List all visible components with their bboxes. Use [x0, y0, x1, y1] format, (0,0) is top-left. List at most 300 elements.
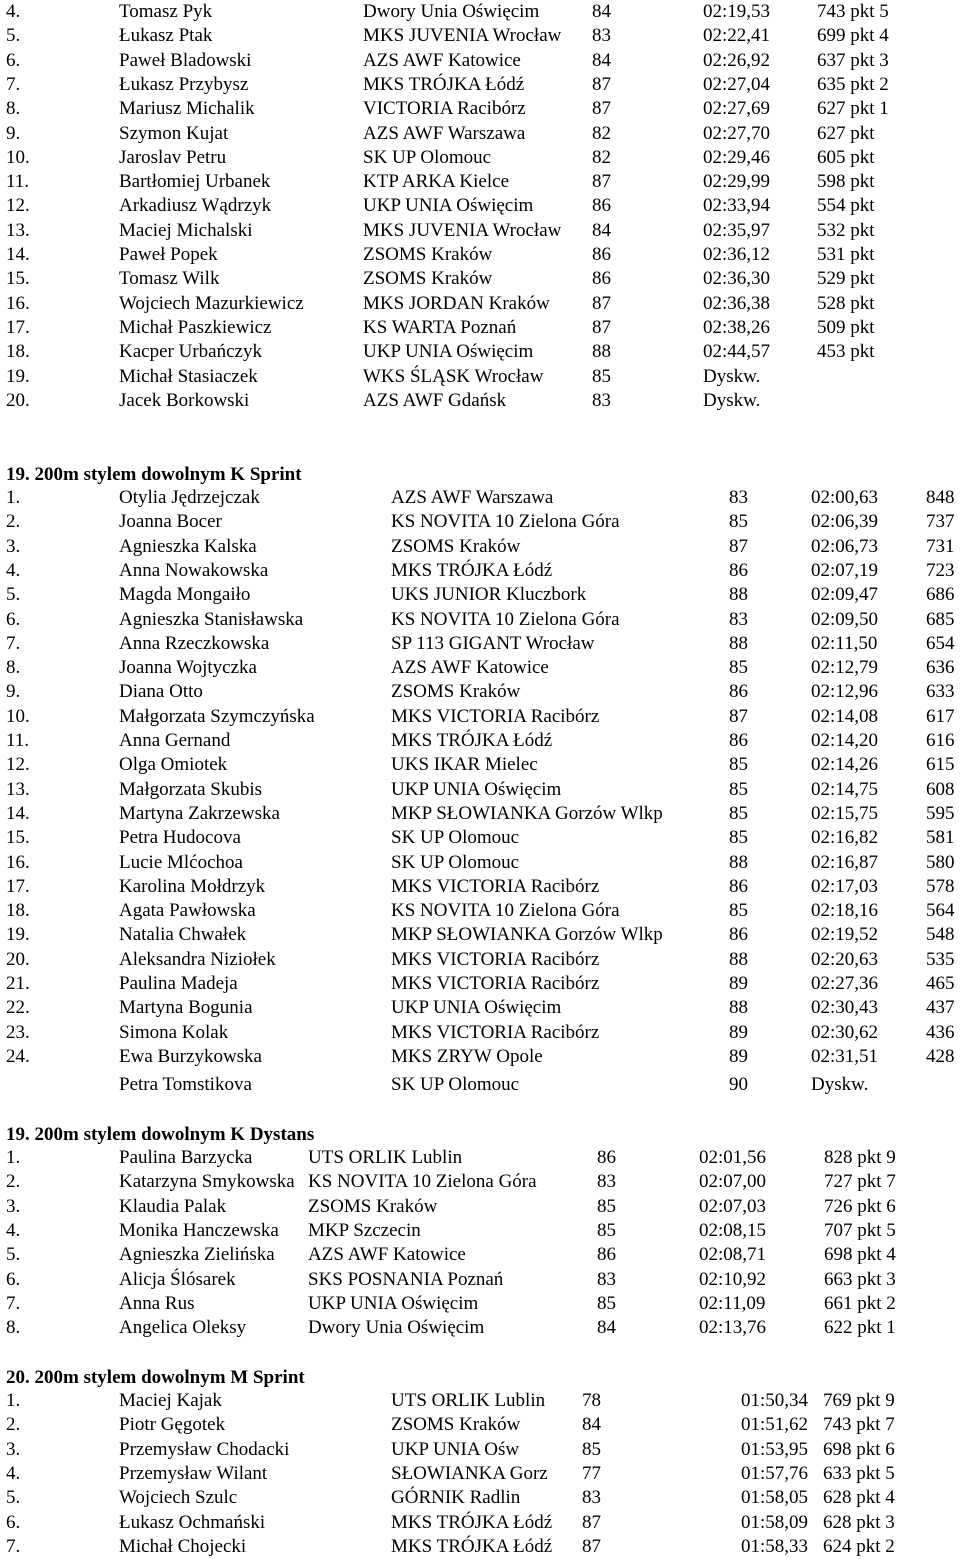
section-title: 19. 200m stylem dowolnym K Dystans: [6, 1124, 315, 1145]
result-time: 02:01,56: [699, 1147, 767, 1168]
result-row: [0, 1389, 960, 1413]
result-row: [0, 559, 960, 583]
result-club: SŁOWIANKA Gorz: [391, 1462, 548, 1484]
result-club: MKS JUVENIA Wrocław: [363, 25, 562, 47]
section-title: 20. 200m stylem dowolnym M Sprint: [6, 1367, 305, 1388]
result-place: 13.: [6, 219, 30, 241]
result-name: Simona Kolak: [119, 1021, 229, 1043]
result-name: Martyna Zakrzewska: [119, 802, 280, 824]
result-time: 02:27,04: [703, 73, 771, 95]
result-place: 8.: [6, 98, 21, 120]
result-club: KS NOVITA 10 Zielona Góra: [391, 511, 620, 533]
result-name: Agata Pawłowska: [119, 900, 256, 922]
result-points: 578: [926, 875, 955, 897]
result-name: Angelica Oleksy: [119, 1317, 247, 1339]
result-points: 628 pkt 3: [823, 1511, 895, 1533]
result-club: SK UP Olomouc: [391, 851, 520, 873]
result-points: 628 pkt 4: [823, 1487, 895, 1509]
result-year: 83: [597, 1171, 616, 1193]
result-points: 699 pkt 4: [817, 25, 889, 47]
result-time: 02:06,73: [811, 535, 879, 557]
result-time: 02:08,71: [699, 1244, 767, 1266]
result-year: 86: [729, 559, 748, 581]
result-row: [0, 656, 960, 680]
result-place: 12.: [6, 195, 30, 217]
result-name: Małgorzata Szymczyńska: [119, 705, 315, 727]
result-time: 02:19,52: [811, 924, 879, 946]
result-name: Magda Mongaiło: [119, 584, 251, 606]
result-row: [0, 1219, 960, 1243]
result-points: 637 pkt 3: [817, 49, 889, 71]
result-club: ZSOMS Kraków: [391, 681, 521, 703]
result-points: 509 pkt: [817, 316, 875, 338]
result-name: Anna Nowakowska: [119, 559, 269, 581]
result-place: 7.: [6, 1535, 21, 1557]
result-time: 02:44,57: [703, 341, 771, 363]
result-year: 85: [592, 365, 611, 387]
result-points: 564: [926, 900, 955, 922]
result-name: Mariusz Michalik: [119, 98, 255, 120]
result-time: Dyskw.: [703, 389, 761, 411]
result-club: MKS VICTORIA Racibórz: [391, 973, 600, 994]
result-points: 737: [926, 511, 955, 533]
result-name: Lucie Mlćochoa: [119, 851, 243, 873]
result-name: Ewa Burzykowska: [119, 1045, 262, 1067]
result-club: AZS AWF Warszawa: [363, 122, 526, 144]
result-points: 622 pkt 1: [824, 1317, 896, 1339]
result-place: 1.: [6, 1390, 21, 1411]
result-club: Dwory Unia Oświęcim: [308, 1317, 485, 1339]
result-time: 02:27,69: [703, 98, 771, 120]
section-title: 19. 200m stylem dowolnym K Sprint: [6, 464, 302, 485]
result-club: MKP Szczecin: [308, 1219, 421, 1241]
result-row: [0, 1535, 960, 1559]
result-row: [0, 1268, 960, 1292]
result-club: ZSOMS Kraków: [363, 268, 493, 290]
result-row: [0, 1438, 960, 1462]
result-time: Dyskw.: [703, 365, 761, 387]
result-points: 663 pkt 3: [824, 1268, 896, 1290]
result-points: 627 pkt 1: [817, 98, 889, 120]
result-club: MKS VICTORIA Racibórz: [391, 1021, 600, 1043]
result-year: 87: [592, 171, 611, 193]
result-club: AZS AWF Katowice: [391, 657, 549, 679]
result-points: 532 pkt: [817, 219, 875, 241]
result-row: [0, 122, 960, 146]
result-name: Paulina Barzycka: [119, 1147, 253, 1168]
result-row: [0, 1021, 960, 1045]
result-name: Karolina Mołdrzyk: [119, 875, 266, 897]
result-year: 85: [597, 1219, 616, 1241]
result-points: 535: [926, 948, 955, 970]
result-year: 83: [592, 25, 611, 47]
result-name: Przemysław Chodacki: [119, 1438, 290, 1460]
result-name: Anna Rzeczkowska: [119, 632, 270, 654]
result-time: 02:00,63: [811, 487, 879, 508]
result-points: 723: [926, 559, 955, 581]
result-row: [0, 1073, 960, 1097]
result-club: MKS VICTORIA Racibórz: [391, 705, 600, 727]
result-club: KS NOVITA 10 Zielona Góra: [391, 900, 620, 922]
result-name: Maciej Kajak: [119, 1390, 222, 1411]
result-place: 10.: [6, 146, 30, 168]
result-place: 24.: [6, 1045, 30, 1067]
result-club: ZSOMS Kraków: [308, 1195, 438, 1217]
result-place: 20.: [6, 389, 30, 411]
result-row: [0, 923, 960, 947]
result-year: 85: [729, 778, 748, 800]
result-year: 87: [592, 98, 611, 120]
result-points: 707 pkt 5: [824, 1219, 896, 1241]
result-time: 02:33,94: [703, 195, 771, 217]
result-time: 02:11,09: [699, 1292, 766, 1314]
result-name: Joanna Bocer: [119, 511, 222, 533]
result-year: 85: [729, 900, 748, 922]
result-club: SK UP Olomouc: [391, 1074, 520, 1096]
result-club: AZS AWF Katowice: [308, 1244, 466, 1266]
result-year: 83: [597, 1268, 616, 1290]
result-time: 02:14,75: [811, 778, 879, 800]
result-place: 5.: [6, 1487, 21, 1509]
result-row: [0, 1486, 960, 1510]
result-place: 6.: [6, 49, 21, 71]
result-place: 22.: [6, 997, 30, 1019]
result-club: KS NOVITA 10 Zielona Góra: [391, 608, 620, 630]
result-place: 1.: [6, 1147, 21, 1168]
result-year: 89: [729, 1045, 748, 1067]
result-year: 87: [592, 73, 611, 95]
result-time: 02:08,15: [699, 1219, 767, 1241]
result-club: MKS TRÓJKA Łódź: [391, 1511, 553, 1533]
result-year: 86: [592, 268, 611, 290]
result-club: MKS JORDAN Kraków: [363, 292, 550, 314]
result-row: [0, 680, 960, 704]
result-club: UTS ORLIK Lublin: [308, 1147, 463, 1168]
result-row: [0, 972, 960, 996]
result-points: 453 pkt: [817, 341, 875, 363]
result-time: 01:51,62: [741, 1414, 809, 1436]
result-year: 87: [582, 1511, 601, 1533]
result-time: 02:12,96: [811, 681, 879, 703]
result-club: MKS VICTORIA Racibórz: [391, 875, 600, 897]
result-time: 02:16,82: [811, 827, 879, 849]
result-points: 580: [926, 851, 955, 873]
result-row: [0, 486, 960, 510]
result-club: ZSOMS Kraków: [363, 244, 493, 265]
result-club: UKP UNIA Ośw: [391, 1438, 520, 1460]
result-club: MKS VICTORIA Racibórz: [391, 948, 600, 970]
result-place: 20.: [6, 948, 30, 970]
result-row: [0, 316, 960, 340]
result-row: [0, 1243, 960, 1267]
result-time: 02:29,46: [703, 146, 771, 168]
result-year: 85: [729, 657, 748, 679]
result-points: 531 pkt: [817, 244, 875, 265]
result-row: [0, 1511, 960, 1535]
result-year: 85: [582, 1438, 601, 1460]
result-place: 16.: [6, 851, 30, 873]
result-place: 21.: [6, 973, 30, 994]
result-points: 726 pkt 6: [824, 1195, 896, 1217]
result-place: 2.: [6, 511, 21, 533]
result-time: 02:30,62: [811, 1021, 879, 1043]
result-place: 9.: [6, 122, 21, 144]
result-name: Michał Paszkiewicz: [119, 316, 272, 338]
result-club: ZSOMS Kraków: [391, 535, 521, 557]
result-row: [0, 1170, 960, 1194]
result-name: Łukasz Ptak: [119, 25, 213, 47]
result-place: 11.: [6, 171, 30, 193]
result-points: 528 pkt: [817, 292, 875, 314]
result-place: 8.: [6, 1317, 21, 1339]
result-name: Bartłomiej Urbanek: [119, 171, 271, 193]
result-row: [0, 1195, 960, 1219]
result-row: [0, 1292, 960, 1316]
result-name: Paulina Madeja: [119, 973, 238, 994]
result-name: Tomasz Wilk: [119, 268, 220, 290]
result-time: Dyskw.: [811, 1074, 869, 1096]
result-club: SKS POSNANIA Poznań: [308, 1268, 504, 1290]
result-points: 437: [926, 997, 955, 1019]
result-time: 02:36,30: [703, 268, 771, 290]
result-points: 661 pkt 2: [824, 1292, 896, 1314]
result-name: Otylia Jędrzejczak: [119, 487, 260, 508]
result-time: 02:12,79: [811, 657, 879, 679]
result-year: 86: [729, 730, 748, 751]
result-row: [0, 705, 960, 729]
result-club: MKS TRÓJKA Łódź: [391, 559, 553, 581]
result-place: 4.: [6, 1, 21, 22]
result-year: 89: [729, 1021, 748, 1043]
result-time: 02:14,08: [811, 705, 879, 727]
result-points: 529 pkt: [817, 268, 875, 290]
result-place: 11.: [6, 730, 30, 751]
result-place: 15.: [6, 827, 30, 849]
result-time: 02:07,00: [699, 1171, 767, 1193]
result-place: 7.: [6, 1292, 21, 1314]
result-place: 6.: [6, 1268, 21, 1290]
result-name: Michał Stasiaczek: [119, 365, 258, 387]
result-place: 23.: [6, 1021, 30, 1043]
result-name: Tomasz Pyk: [119, 1, 213, 22]
result-name: Jaroslav Petru: [119, 146, 227, 168]
result-club: VICTORIA Racibórz: [363, 98, 526, 120]
result-place: 17.: [6, 875, 30, 897]
result-year: 85: [729, 802, 748, 824]
result-name: Monika Hanczewska: [119, 1219, 279, 1241]
result-time: 02:38,26: [703, 316, 771, 338]
result-time: 02:18,16: [811, 900, 879, 922]
result-year: 86: [592, 195, 611, 217]
result-place: 8.: [6, 657, 21, 679]
result-club: Dwory Unia Oświęcim: [363, 1, 540, 22]
result-year: 86: [597, 1244, 616, 1266]
result-time: 01:53,95: [741, 1438, 809, 1460]
result-name: Małgorzata Skubis: [119, 778, 263, 800]
result-row: [0, 1146, 960, 1170]
result-time: 02:26,92: [703, 49, 771, 71]
result-row: [0, 583, 960, 607]
result-place: 10.: [6, 705, 30, 727]
result-points: 624 pkt 2: [823, 1535, 895, 1557]
result-name: Paweł Popek: [119, 244, 218, 265]
result-year: 89: [729, 973, 748, 994]
result-year: 86: [729, 924, 748, 946]
result-name: Olga Omiotek: [119, 754, 228, 776]
result-points: 685: [926, 608, 955, 630]
result-name: Alicja Ślósarek: [119, 1268, 236, 1290]
result-points: 548: [926, 924, 955, 946]
result-club: MKS ZRYW Opole: [391, 1045, 543, 1067]
result-name: Przemysław Wilant: [119, 1462, 268, 1484]
result-points: 654: [926, 632, 955, 654]
result-place: 7.: [6, 632, 21, 654]
result-points: 635 pkt 2: [817, 73, 889, 95]
result-row: [0, 243, 960, 267]
result-place: 16.: [6, 292, 30, 314]
result-place: 6.: [6, 608, 21, 630]
result-name: Joanna Wojtyczka: [119, 657, 257, 679]
result-time: 02:31,51: [811, 1045, 879, 1067]
result-points: 616: [926, 730, 955, 751]
result-place: 14.: [6, 244, 30, 265]
result-year: 78: [582, 1390, 601, 1411]
result-year: 84: [592, 1, 611, 22]
result-name: Szymon Kujat: [119, 122, 229, 144]
result-club: MKP SŁOWIANKA Gorzów Wlkp: [391, 924, 663, 946]
result-place: 15.: [6, 268, 30, 290]
result-year: 88: [729, 851, 748, 873]
result-place: 5.: [6, 584, 21, 606]
result-points: 465: [926, 973, 955, 994]
result-row: [0, 851, 960, 875]
result-time: 02:16,87: [811, 851, 879, 873]
result-time: 02:36,38: [703, 292, 771, 314]
result-club: UTS ORLIK Lublin: [391, 1390, 546, 1411]
result-name: Natalia Chwałek: [119, 924, 247, 946]
result-name: Martyna Bogunia: [119, 997, 253, 1019]
result-points: 769 pkt 9: [823, 1390, 895, 1411]
result-row: [0, 802, 960, 826]
result-place: 3.: [6, 535, 21, 557]
result-time: 02:07,19: [811, 559, 879, 581]
result-year: 88: [729, 948, 748, 970]
result-name: Maciej Michalski: [119, 219, 253, 241]
result-year: 87: [729, 705, 748, 727]
result-club: KTP ARKA Kielce: [363, 171, 510, 193]
result-club: AZS AWF Katowice: [363, 49, 521, 71]
result-club: UKP UNIA Oświęcim: [391, 778, 562, 800]
result-name: Agnieszka Zielińska: [119, 1244, 275, 1266]
result-row: [0, 0, 960, 24]
result-points: 436: [926, 1021, 955, 1043]
result-place: 4.: [6, 1462, 21, 1484]
result-year: 87: [582, 1535, 601, 1557]
result-year: 84: [592, 49, 611, 71]
result-points: 848: [926, 487, 955, 508]
result-name: Anna Rus: [119, 1292, 195, 1314]
result-club: MKS JUVENIA Wrocław: [363, 219, 562, 241]
result-row: [0, 729, 960, 753]
result-name: Piotr Gęgotek: [119, 1414, 226, 1436]
result-row: [0, 49, 960, 73]
result-name: Diana Otto: [119, 681, 203, 703]
result-place: 5.: [6, 25, 21, 47]
result-row: [0, 753, 960, 777]
result-points: 636: [926, 657, 955, 679]
result-year: 82: [592, 146, 611, 168]
result-name: Klaudia Palak: [119, 1195, 227, 1217]
result-place: 3.: [6, 1438, 21, 1460]
result-club: UKP UNIA Oświęcim: [308, 1292, 479, 1314]
result-points: 554 pkt: [817, 195, 875, 217]
result-points: 627 pkt: [817, 122, 875, 144]
result-row: [0, 267, 960, 291]
result-row: [0, 146, 960, 170]
result-row: [0, 365, 960, 389]
result-time: 02:10,92: [699, 1268, 767, 1290]
result-year: 82: [592, 122, 611, 144]
result-year: 83: [582, 1487, 601, 1509]
result-year: 85: [597, 1195, 616, 1217]
result-points: 743 pkt 7: [823, 1414, 895, 1436]
result-points: 731: [926, 535, 955, 557]
result-time: 02:09,50: [811, 608, 879, 630]
result-time: 02:27,70: [703, 122, 771, 144]
result-name: Michał Chojecki: [119, 1535, 247, 1557]
result-row: [0, 510, 960, 534]
result-name: Anna Gernand: [119, 730, 231, 751]
result-row: [0, 535, 960, 559]
result-time: 02:15,75: [811, 802, 879, 824]
result-year: 77: [582, 1462, 601, 1484]
result-time: 01:58,09: [741, 1511, 809, 1533]
result-name: Katarzyna Smykowska: [119, 1171, 295, 1193]
result-name: Petra Hudocova: [119, 827, 241, 849]
result-time: 02:14,26: [811, 754, 879, 776]
result-row: [0, 1045, 960, 1069]
result-name: Paweł Bladowski: [119, 49, 252, 71]
result-place: 12.: [6, 754, 30, 776]
result-name: Aleksandra Niziołek: [119, 948, 276, 970]
result-row: [0, 389, 960, 413]
result-time: 02:35,97: [703, 219, 771, 241]
result-points: 608: [926, 778, 955, 800]
result-year: 85: [729, 754, 748, 776]
result-year: 85: [729, 827, 748, 849]
result-year: 83: [729, 487, 748, 508]
result-club: UKP UNIA Oświęcim: [363, 195, 534, 217]
result-year: 84: [592, 219, 611, 241]
result-year: 87: [592, 292, 611, 314]
result-name: Jacek Borkowski: [119, 389, 250, 411]
result-row: [0, 948, 960, 972]
result-place: 9.: [6, 681, 21, 703]
result-club: MKS TRÓJKA Łódź: [363, 73, 525, 95]
result-time: 02:29,99: [703, 171, 771, 193]
result-name: Kacper Urbańczyk: [119, 341, 262, 363]
result-name: Arkadiusz Wądrzyk: [119, 195, 272, 217]
result-name: Wojciech Szulc: [119, 1487, 238, 1509]
result-time: 01:58,05: [741, 1487, 809, 1509]
result-row: [0, 632, 960, 656]
result-name: Łukasz Ochmański: [119, 1511, 266, 1533]
result-place: 17.: [6, 316, 30, 338]
result-points: 605 pkt: [817, 146, 875, 168]
result-row: [0, 73, 960, 97]
result-points: 698 pkt 6: [823, 1438, 895, 1460]
result-points: 617: [926, 705, 955, 727]
